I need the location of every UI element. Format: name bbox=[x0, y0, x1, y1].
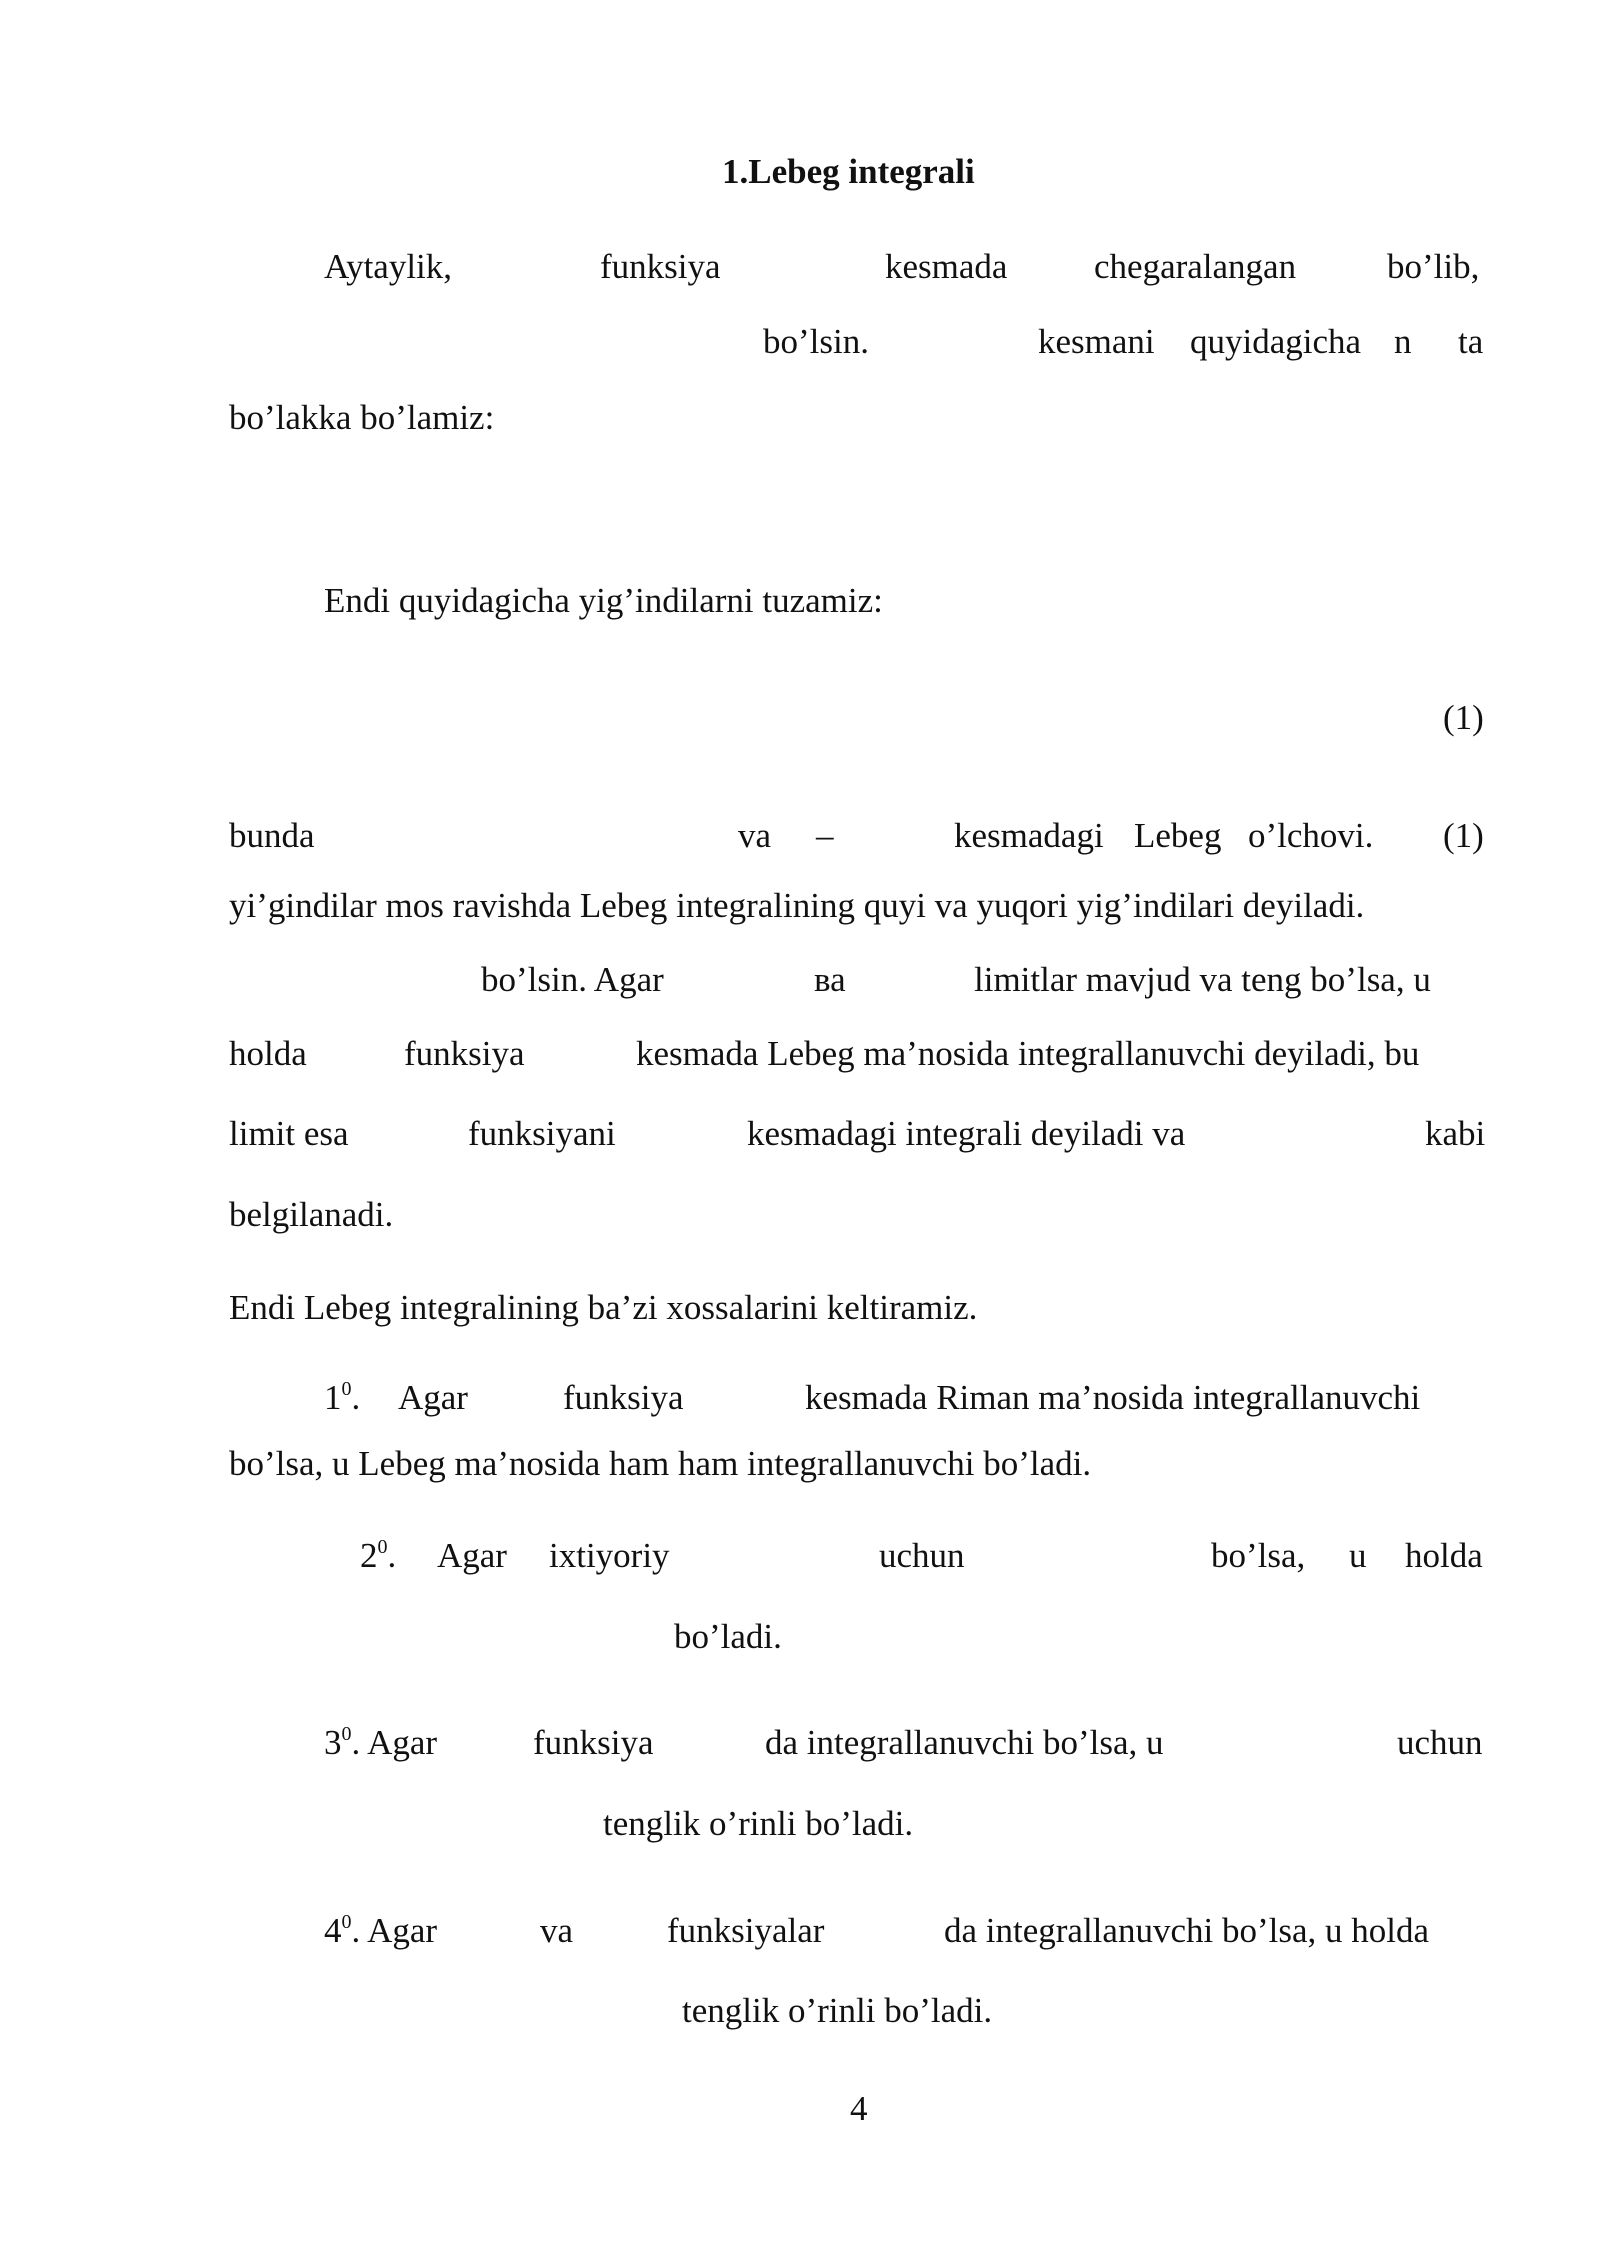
word-u: u bbox=[1349, 1536, 1367, 1575]
word-olchovi: o’lchovi. bbox=[1248, 816, 1374, 855]
paragraph-line: bo’lakka bo’lamiz: bbox=[229, 398, 495, 437]
word-bolsa: bo’lsa, bbox=[1211, 1536, 1306, 1575]
paragraph-line: bo’lsa, u Lebeg ma’nosida ham ham integrallanuvchi bo’ladi. bbox=[229, 1444, 1092, 1483]
word-uchun: uchun bbox=[1397, 1723, 1483, 1762]
property-3-number: $3^0$. Agar bbox=[324, 1723, 438, 1762]
word-quyidagicha: quyidagicha bbox=[1190, 322, 1362, 361]
word-funksiyani: funksiyani bbox=[468, 1114, 616, 1153]
word-holda: holda bbox=[1405, 1536, 1483, 1575]
word-kesmani: kesmani bbox=[1038, 322, 1155, 361]
paragraph-line: bo’ladi. bbox=[674, 1617, 782, 1656]
word-kesmadagi-integrali: kesmadagi integrali deyiladi va bbox=[747, 1114, 1186, 1153]
section-title: 1.Lebeg integrali bbox=[722, 152, 975, 191]
word-funksiya: funksiya bbox=[600, 247, 721, 286]
paragraph-line: belgilanadi. bbox=[229, 1195, 394, 1234]
word-kesmada: kesmada bbox=[885, 247, 1008, 286]
word-funksiya: funksiya bbox=[533, 1723, 654, 1762]
word-ixtiyoriy: ixtiyoriy bbox=[549, 1536, 670, 1575]
word-va: va bbox=[738, 816, 772, 855]
word-ta: ta bbox=[1458, 322, 1484, 361]
word-bunda: bunda bbox=[229, 816, 315, 855]
word-bolsin: bo’lsin. bbox=[763, 322, 869, 361]
property-1-number: $1^0$. bbox=[324, 1378, 361, 1417]
word-dash: – bbox=[816, 816, 834, 855]
property-4-number: $4^0$. Agar bbox=[324, 1911, 438, 1950]
equation-number: (1) bbox=[1443, 698, 1484, 737]
word-aytaylik: Aytaylik, bbox=[324, 247, 453, 286]
word-rest: kesmada Riman ma’nosida integrallanuvchi bbox=[805, 1378, 1421, 1417]
word-ba: ва bbox=[814, 960, 846, 999]
page-number: 4 bbox=[850, 2089, 868, 2128]
paragraph-line: tenglik o’rinli bo’ladi. bbox=[603, 1804, 914, 1843]
word-funksiya: funksiya bbox=[404, 1034, 525, 1073]
word-lebeg: Lebeg bbox=[1134, 816, 1222, 855]
word-uchun: uchun bbox=[879, 1536, 965, 1575]
word-limit-esa: limit esa bbox=[229, 1114, 349, 1153]
word-funksiya: funksiya bbox=[563, 1378, 684, 1417]
property-2-number: $2^0$. bbox=[360, 1536, 397, 1575]
word-va: va bbox=[540, 1911, 574, 1950]
word-kesmadagi: kesmadagi bbox=[954, 816, 1104, 855]
word-funksiyalar: funksiyalar bbox=[667, 1911, 825, 1950]
word-chegaralangan: chegaralangan bbox=[1094, 247, 1297, 286]
word-limitlar: limitlar mavjud va teng bo’lsa, u bbox=[974, 960, 1431, 999]
word-rest: da integrallanuvchi bo’lsa, u holda bbox=[944, 1911, 1429, 1950]
word-kesmada-lebeg: kesmada Lebeg ma’nosida integrallanuvchi deyiladi, bu bbox=[636, 1034, 1420, 1073]
word-agar: Agar bbox=[437, 1536, 507, 1575]
word-mid: da integrallanuvchi bo’lsa, u bbox=[765, 1723, 1164, 1762]
word-bolib: bo’lib, bbox=[1387, 247, 1480, 286]
word-kabi: kabi bbox=[1425, 1114, 1486, 1153]
word-agar: Agar bbox=[398, 1378, 468, 1417]
paragraph-line: Endi Lebeg integralining ba’zi xossalarini keltiramiz. bbox=[229, 1288, 978, 1327]
word-bolsin-agar: bo’lsin. Agar bbox=[481, 960, 664, 999]
equation-reference: (1) bbox=[1443, 816, 1484, 855]
paragraph-line: Endi quyidagicha yig’indilarni tuzamiz: bbox=[324, 581, 883, 620]
paragraph-line: tenglik o’rinli bo’ladi. bbox=[682, 1991, 993, 2030]
word-n: n bbox=[1394, 322, 1412, 361]
word-holda: holda bbox=[229, 1034, 307, 1073]
paragraph-line: yi’gindilar mos ravishda Lebeg integralining quyi va yuqori yig’indilari deyiladi. bbox=[229, 886, 1365, 925]
